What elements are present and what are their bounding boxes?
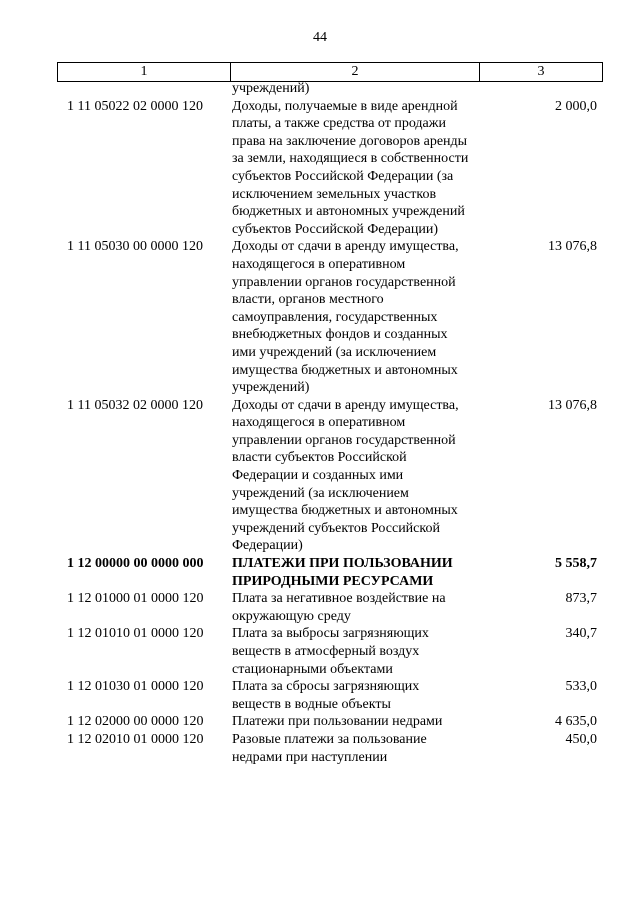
- table-row: [57, 397, 601, 555]
- code-cell: 1 12 01010 01 0000 120: [67, 626, 204, 642]
- page-number: 44: [313, 30, 327, 45]
- code-cell: 1 12 02010 01 0000 120: [67, 731, 204, 747]
- amount-cell: 13 076,8: [548, 397, 597, 413]
- table-row: [57, 98, 601, 239]
- amount-cell: 873,7: [565, 591, 597, 607]
- code-cell: 1 11 05032 02 0000 120: [67, 397, 203, 413]
- header-col-2: 2: [231, 63, 480, 81]
- code-cell: 1 11 05030 00 0000 120: [67, 239, 203, 255]
- description-cell: Разовые платежи за пользование недрами при наступлении: [232, 731, 427, 765]
- table-row: [57, 678, 601, 713]
- amount-cell: 2 000,0: [555, 98, 597, 114]
- table-row: [57, 625, 601, 678]
- amount-cell: 450,0: [565, 731, 597, 747]
- amount-cell: 5 558,7: [555, 556, 597, 572]
- amount-cell: [477, 80, 601, 98]
- description-cell: Доходы от сдачи в аренду имущества, находящегося в оперативном управлении органов государственной власти, органов местного самоуправления, государственных внебюджетных фондов и созданных ими учреждений (за исключением имущества бюджетных и автономных учреждений): [232, 239, 459, 396]
- code-cell: 1 12 01000 01 0000 120: [67, 591, 204, 607]
- table-row: [57, 713, 601, 731]
- continuation-text: учреждений): [232, 81, 310, 96]
- description-cell: Плата за сбросы загрязняющих веществ в водные объекты: [232, 679, 420, 712]
- code-cell: [57, 80, 229, 98]
- table-row-section-heading: [57, 555, 601, 590]
- amount-cell: 533,0: [565, 679, 597, 695]
- description-cell: Плата за выбросы загрязняющих веществ в атмосферный воздух стационарными объектами: [232, 626, 429, 677]
- amount-cell: 13 076,8: [548, 239, 597, 255]
- header-col-1: 1: [58, 63, 231, 81]
- header-col-3: 3: [537, 64, 545, 79]
- table-row: [57, 731, 601, 766]
- description-cell: Плата за негативное воздействие на окружающую среду: [232, 591, 446, 624]
- continuation-row: [57, 80, 601, 98]
- table-body: [57, 80, 601, 766]
- description-cell: ПЛАТЕЖИ ПРИ ПОЛЬЗОВАНИИ ПРИРОДНЫМИ РЕСУРСАМИ: [232, 556, 453, 589]
- code-cell: 1 12 01030 01 0000 120: [67, 679, 204, 695]
- table-row: [57, 238, 601, 396]
- description-cell: Доходы, получаемые в виде арендной платы, а также средства от продажи права на заключение договоров аренды за земли, находящиеся в собственности субъектов Российской Федерации (за исключением земельных участков бюджетных и автономных учреждений субъектов Российской Федерации): [232, 98, 469, 237]
- description-cell: Платежи при пользовании недрами: [232, 714, 443, 730]
- amount-cell: 340,7: [565, 626, 597, 642]
- amount-cell: 4 635,0: [555, 714, 597, 730]
- code-cell: 1 11 05022 02 0000 120: [67, 98, 203, 114]
- table-row: [57, 590, 601, 625]
- description-cell: Доходы от сдачи в аренду имущества, находящегося в оперативном управлении органов государственной власти субъектов Российской Федерации и созданных ими учреждений (за исключением имущества бюджетных и автономных учреждений субъектов Российской Федерации): [232, 397, 459, 554]
- table-header: [57, 62, 603, 82]
- code-cell: 1 12 00000 00 0000 000: [67, 556, 204, 572]
- code-cell: 1 12 02000 00 0000 120: [67, 714, 204, 730]
